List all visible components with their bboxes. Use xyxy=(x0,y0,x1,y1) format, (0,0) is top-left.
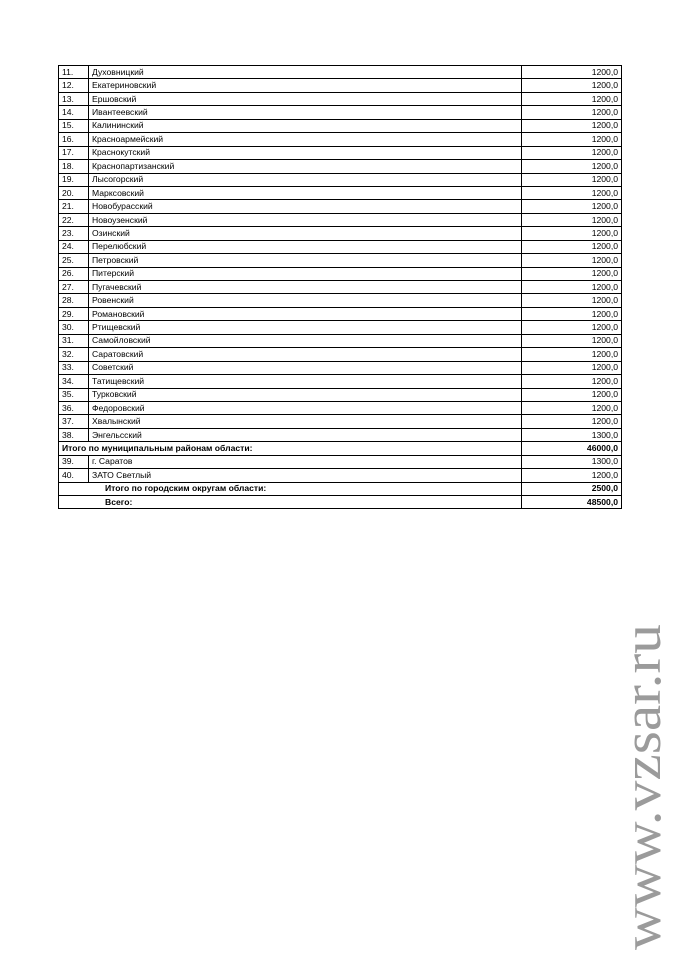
row-value: 1200,0 xyxy=(522,200,622,213)
row-number: 30. xyxy=(59,321,89,334)
row-name: Духовницкий xyxy=(89,66,522,79)
row-number: 32. xyxy=(59,348,89,361)
row-value: 1200,0 xyxy=(522,361,622,374)
subtotal-districts-label: Итого по муниципальным районам области: xyxy=(59,442,522,455)
table-row xyxy=(59,160,622,173)
row-name: Саратовский xyxy=(89,348,522,361)
row-name: Красноармейский xyxy=(89,133,522,146)
row-value: 1200,0 xyxy=(522,401,622,414)
row-name: Петровский xyxy=(89,254,522,267)
row-value: 1200,0 xyxy=(522,254,622,267)
row-name: Ивантеевский xyxy=(89,106,522,119)
row-value: 1200,0 xyxy=(522,348,622,361)
row-number: 36. xyxy=(59,401,89,414)
row-number: 14. xyxy=(59,106,89,119)
row-number: 38. xyxy=(59,428,89,441)
subtotal-districts-value: 46000,0 xyxy=(522,442,622,455)
row-name: Хвалынский xyxy=(89,415,522,428)
row-name: Татищевский xyxy=(89,375,522,388)
table-row xyxy=(59,469,622,482)
row-name: Новоузенский xyxy=(89,213,522,226)
row-value: 1200,0 xyxy=(522,294,622,307)
row-name: Озинский xyxy=(89,227,522,240)
row-number: 27. xyxy=(59,281,89,294)
row-value: 1200,0 xyxy=(522,267,622,280)
allocation-table xyxy=(58,65,622,509)
grand-total-row xyxy=(59,496,622,509)
row-number: 37. xyxy=(59,415,89,428)
row-value: 1200,0 xyxy=(522,133,622,146)
table-row xyxy=(59,66,622,79)
row-value: 1200,0 xyxy=(522,106,622,119)
table-row xyxy=(59,133,622,146)
row-name: Екатериновский xyxy=(89,79,522,92)
district-subtotal xyxy=(59,442,622,455)
row-number: 40. xyxy=(59,469,89,482)
row-value: 1200,0 xyxy=(522,334,622,347)
row-name: Федоровский xyxy=(89,401,522,414)
row-name: Лысогорский xyxy=(89,173,522,186)
row-number: 15. xyxy=(59,119,89,132)
table-row xyxy=(59,92,622,105)
table-row xyxy=(59,415,622,428)
row-value: 1300,0 xyxy=(522,455,622,468)
row-value: 1200,0 xyxy=(522,307,622,320)
table-row xyxy=(59,173,622,186)
row-name: Краснопартизанский xyxy=(89,160,522,173)
row-name: Пугачевский xyxy=(89,281,522,294)
row-number: 29. xyxy=(59,307,89,320)
row-name: Марксовский xyxy=(89,186,522,199)
row-number: 24. xyxy=(59,240,89,253)
row-name: Турковский xyxy=(89,388,522,401)
row-value: 1200,0 xyxy=(522,92,622,105)
row-value: 1200,0 xyxy=(522,79,622,92)
row-value: 1300,0 xyxy=(522,428,622,441)
row-value: 1200,0 xyxy=(522,213,622,226)
row-name: Краснокутский xyxy=(89,146,522,159)
row-value: 1200,0 xyxy=(522,281,622,294)
row-number: 33. xyxy=(59,361,89,374)
table-row xyxy=(59,294,622,307)
row-value: 1200,0 xyxy=(522,186,622,199)
table-row xyxy=(59,361,622,374)
table-row xyxy=(59,106,622,119)
table-row xyxy=(59,79,622,92)
row-value: 1200,0 xyxy=(522,321,622,334)
row-name: Самойловский xyxy=(89,334,522,347)
subtotal-row-districts xyxy=(59,442,622,455)
allocation-table-container xyxy=(58,65,621,509)
row-name: г. Саратов xyxy=(89,455,522,468)
row-value: 1200,0 xyxy=(522,240,622,253)
row-number: 12. xyxy=(59,79,89,92)
row-value: 1200,0 xyxy=(522,160,622,173)
row-name: Калининский xyxy=(89,119,522,132)
row-number: 34. xyxy=(59,375,89,388)
district-rows xyxy=(59,66,622,442)
table-row xyxy=(59,334,622,347)
row-name: Энгельсский xyxy=(89,428,522,441)
table-row xyxy=(59,200,622,213)
table-row xyxy=(59,307,622,320)
row-value: 1200,0 xyxy=(522,146,622,159)
table-row xyxy=(59,146,622,159)
row-name: Новобурасский xyxy=(89,200,522,213)
table-row xyxy=(59,375,622,388)
table-row xyxy=(59,227,622,240)
row-value: 1200,0 xyxy=(522,415,622,428)
row-number: 39. xyxy=(59,455,89,468)
row-name: Ершовский xyxy=(89,92,522,105)
subtotal-cities-value: 2500,0 xyxy=(522,482,622,495)
table-row xyxy=(59,267,622,280)
row-name: Перелюбский xyxy=(89,240,522,253)
table-row xyxy=(59,186,622,199)
table-row xyxy=(59,240,622,253)
row-number: 17. xyxy=(59,146,89,159)
row-number: 23. xyxy=(59,227,89,240)
table-row xyxy=(59,348,622,361)
row-number: 16. xyxy=(59,133,89,146)
row-number: 31. xyxy=(59,334,89,347)
grand-total-label: Всего: xyxy=(59,496,522,509)
row-name: Романовский xyxy=(89,307,522,320)
subtotal-cities-label: Итого по городским округам области: xyxy=(59,482,522,495)
row-number: 19. xyxy=(59,173,89,186)
row-value: 1200,0 xyxy=(522,469,622,482)
row-value: 1200,0 xyxy=(522,227,622,240)
row-value: 1200,0 xyxy=(522,388,622,401)
table-row xyxy=(59,401,622,414)
table-row xyxy=(59,321,622,334)
row-number: 22. xyxy=(59,213,89,226)
table-row xyxy=(59,254,622,267)
row-value: 1200,0 xyxy=(522,375,622,388)
row-number: 25. xyxy=(59,254,89,267)
table-row xyxy=(59,388,622,401)
row-number: 11. xyxy=(59,66,89,79)
watermark-logo xyxy=(604,620,674,950)
row-number: 35. xyxy=(59,388,89,401)
row-number: 28. xyxy=(59,294,89,307)
row-name: Ртищевский xyxy=(89,321,522,334)
row-number: 13. xyxy=(59,92,89,105)
table-row xyxy=(59,281,622,294)
row-number: 18. xyxy=(59,160,89,173)
row-name: Советский xyxy=(89,361,522,374)
table-row xyxy=(59,455,622,468)
city-rows xyxy=(59,455,622,482)
row-value: 1200,0 xyxy=(522,66,622,79)
row-name: Ровенский xyxy=(89,294,522,307)
grand-total-value: 48500,0 xyxy=(522,496,622,509)
row-number: 21. xyxy=(59,200,89,213)
table-row xyxy=(59,213,622,226)
row-number: 20. xyxy=(59,186,89,199)
row-name: ЗАТО Светлый xyxy=(89,469,522,482)
table-row xyxy=(59,119,622,132)
row-number: 26. xyxy=(59,267,89,280)
totals xyxy=(59,482,622,509)
row-name: Питерский xyxy=(89,267,522,280)
row-value: 1200,0 xyxy=(522,119,622,132)
table-row xyxy=(59,428,622,441)
watermark-text: www.vzsar.ru xyxy=(612,653,672,950)
row-value: 1200,0 xyxy=(522,173,622,186)
subtotal-row-cities xyxy=(59,482,622,495)
